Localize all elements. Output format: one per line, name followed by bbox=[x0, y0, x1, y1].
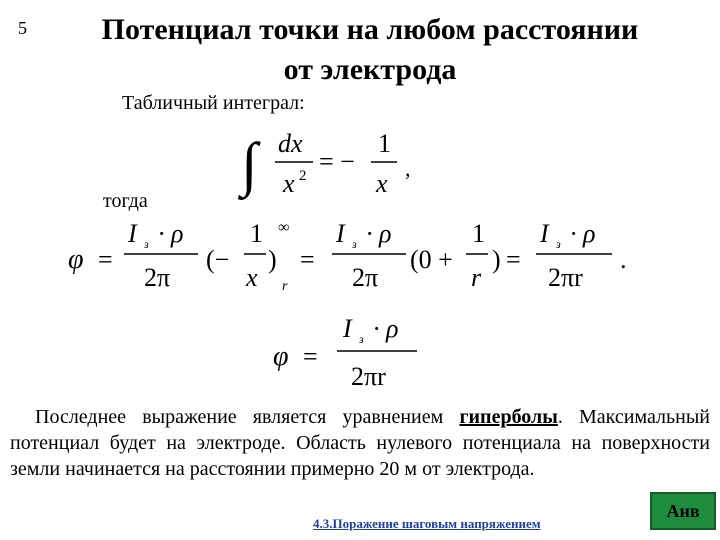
paragraph-part-1: Последнее выражение является уравнением bbox=[35, 406, 460, 428]
frac5-subscript: з bbox=[556, 237, 561, 251]
integral-denominator: x bbox=[283, 169, 295, 198]
main-period: . bbox=[620, 245, 627, 274]
slide-title bbox=[40, 10, 700, 90]
frac3-subscript: з bbox=[352, 237, 357, 251]
zero-plus: (0 + bbox=[410, 245, 453, 274]
integral-rhs-numerator: 1 bbox=[378, 129, 391, 158]
intro-label: Табличный интеграл: bbox=[122, 92, 305, 114]
frac1-subscript: з bbox=[144, 237, 149, 251]
integral-exponent: 2 bbox=[299, 168, 307, 184]
title-line-1: Потенциал точки на любом расстоянии bbox=[101, 13, 639, 46]
paren-open-minus: (− bbox=[206, 245, 230, 274]
equals-1: = bbox=[98, 245, 113, 274]
final-formula bbox=[265, 305, 445, 395]
frac4-numerator: 1 bbox=[472, 219, 485, 248]
frac3-I: I bbox=[336, 219, 345, 248]
integral-comma: , bbox=[405, 156, 411, 181]
title-line-2: от электрода bbox=[283, 53, 457, 86]
final-rho: · ρ bbox=[373, 314, 399, 343]
final-phi: φ bbox=[273, 341, 289, 372]
lower-limit-r: r bbox=[282, 279, 288, 294]
paren-close: ) bbox=[268, 245, 277, 274]
hyperbola-term: гиперболы bbox=[459, 406, 558, 428]
final-subscript: з bbox=[359, 332, 364, 346]
final-equals: = bbox=[303, 342, 318, 371]
frac1-I: I bbox=[128, 219, 137, 248]
frac5-rho: · ρ bbox=[570, 219, 596, 248]
close-paren: ) bbox=[492, 245, 501, 274]
step-voltage-link[interactable]: 4.3.Поражение шаговым напряжением bbox=[313, 516, 541, 531]
frac1-rho: · ρ bbox=[158, 219, 184, 248]
frac3-rho: · ρ bbox=[366, 219, 392, 248]
conclusion-paragraph bbox=[10, 404, 710, 482]
frac4-denominator: r bbox=[471, 263, 482, 292]
slide-number: 5 bbox=[18, 18, 27, 38]
frac3-denominator: 2π bbox=[352, 263, 379, 292]
equals-3: = bbox=[506, 245, 521, 274]
integral-equals-minus: = − bbox=[319, 147, 355, 176]
anv-button[interactable]: Анв bbox=[650, 492, 716, 530]
integral-numerator: dx bbox=[278, 129, 303, 158]
then-label: тогда bbox=[103, 190, 148, 212]
equals-2: = bbox=[300, 245, 315, 274]
phi-symbol: φ bbox=[68, 244, 84, 275]
frac5-denominator: 2πr bbox=[548, 263, 583, 292]
paragraph-part-2: . Максимальный потенциал будет на электроде. Область нулевого потенциала на поверхности земли начинается на расстоянии примерно 20 м от электрода. bbox=[10, 406, 710, 480]
upper-limit-infinity: ∞ bbox=[278, 219, 290, 236]
final-I: I bbox=[343, 314, 352, 343]
final-denominator: 2πr bbox=[351, 362, 386, 391]
potential-derivation-formula bbox=[60, 210, 640, 300]
integral-rhs-denominator: x bbox=[376, 169, 388, 198]
frac2-numerator: 1 bbox=[250, 219, 263, 248]
integral-formula bbox=[235, 114, 435, 200]
integral-sign: ∫ bbox=[241, 131, 258, 197]
frac1-denominator: 2π bbox=[144, 263, 171, 292]
frac5-I: I bbox=[540, 219, 549, 248]
frac2-denominator: x bbox=[246, 263, 258, 292]
